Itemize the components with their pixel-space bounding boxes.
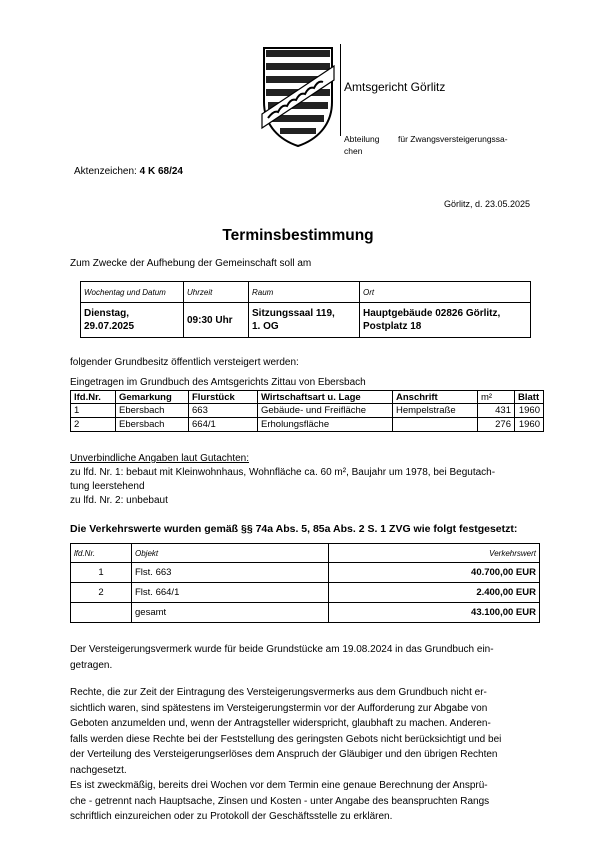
value-cell: 1 [71,563,132,583]
paragraph-registration [70,642,542,673]
land-cell: 663 [189,404,258,418]
header-divider [340,44,341,136]
value-cell: 40.700,00 EUR [329,563,540,583]
appointment-header: Wochentag und Datum [81,282,184,303]
land-header: Gemarkung [116,391,189,404]
paragraph-line: nachgesetzt. [70,764,127,776]
table-row [71,563,540,583]
paragraph-line: Rechte, die zur Zeit der Eintragung des Versteigerungsvermerks aus dem Grundbuch nicht er- [70,687,487,698]
appointment-date: Dienstag, 29.07.2025 [81,303,184,338]
value-header: lfd.Nr. [71,544,132,563]
land-cell: Ebersbach [116,404,189,418]
value-table [70,543,540,623]
paragraph-line: Es ist zweckmäßig, bereits drei Wochen vor dem Termin eine genaue Berechnung der Ansprü- [70,780,488,791]
register-line: Eingetragen im Grundbuch des Amtsgerichts Zittau von Ebersbach [70,377,366,388]
table-row [71,404,544,418]
paragraph-line: schriftlich einzureichen oder zu Protokoll der Geschäftsstelle zu erklären. [70,811,393,822]
land-cell [393,418,478,432]
expert-heading: Unverbindliche Angaben laut Gutachten: [70,453,250,464]
department-line2: chen [344,146,363,156]
coat-of-arms-emblem [258,44,338,148]
land-cell: 276 [478,418,515,432]
place-date: Görlitz, d. 23.05.2025 [444,199,531,209]
value-header: Objekt [132,544,329,563]
expert-line: tung leerstehend [70,481,145,492]
expert-line: zu lfd. Nr. 2: unbebaut [70,495,168,506]
land-cell: Hempelstraße [393,404,478,418]
land-cell: Gebäude- und Freifläche [258,404,393,418]
appointment-time: 09:30 Uhr [184,303,249,338]
value-cell [71,603,132,623]
land-cell: Ebersbach [116,418,189,432]
appointment-header: Ort [360,282,531,303]
land-table [70,390,544,432]
appointment-header: Raum [249,282,360,303]
land-cell: 2 [71,418,116,432]
table-row [71,418,544,432]
appointment-table [80,281,531,338]
value-heading: Die Verkehrswerte wurden gemäß §§ 74a Abs. 5, 85a Abs. 2 S. 1 ZVG wie folgt festgesetzt: [70,523,518,535]
appointment-location: Hauptgebäude 02826 Görlitz, Postplatz 18 [360,303,531,338]
file-label: Aktenzeichen: [74,166,137,177]
paragraph-line: che - getrennt nach Hauptsache, Zinsen und Kosten - unter Angabe des beanspruchten Rangs [70,795,490,807]
value-cell: 2.400,00 EUR [329,583,540,603]
land-cell: 1960 [515,404,544,418]
department-label: Abteilung [344,134,380,144]
land-cell: 664/1 [189,418,258,432]
court-name: Amtsgericht Görlitz [344,80,446,94]
document-title: Terminsbestimmung [222,227,374,244]
department-line1: für Zwangsversteigerungssa- [398,134,508,144]
paragraph-line: der Verteilung des Versteigerungserlöses dem Anspruch der Gläubiger und den übrigen Rechten [70,749,498,760]
appointment-room: Sitzungssaal 119, 1. OG [249,303,360,338]
land-header: lfd.Nr. [71,391,116,404]
table-row [71,603,540,623]
land-header: Flurstück [189,391,258,404]
value-cell: Flst. 663 [132,563,329,583]
expert-line: zu lfd. Nr. 1: bebaut mit Kleinwohnhaus, Wohnfläche ca. 60 m², Baujahr um 1978, bei Begutach- [70,467,496,478]
after-table-text: folgender Grundbesitz öffentlich versteigert werden: [70,357,299,368]
file-number: 4 K 68/24 [139,166,183,177]
land-cell: 1 [71,404,116,418]
table-row [71,583,540,603]
paragraph-line: getragen. [70,659,113,671]
land-header: m² [478,391,515,404]
intro-text: Zum Zwecke der Aufhebung der Gemeinschaft soll am [70,258,312,269]
land-header: Wirtschaftsart u. Lage [258,391,393,404]
value-header: Verkehrswert [329,544,540,563]
paragraph-line: Der Versteigerungsvermerk wurde für beide Grundstücke am 19.08.2024 in das Grundbuch ein- [70,644,494,655]
land-cell: 431 [478,404,515,418]
land-header: Blatt [515,391,544,404]
paragraph-line: sichtlich waren, sind spätestens im Versteigerungstermin vor der Aufforderung zur Abgabe von [70,702,488,714]
land-cell: 1960 [515,418,544,432]
paragraph-line: falls werden diese Rechte bei der Feststellung des geringsten Gebots nicht berücksichtigt und bei [70,733,502,745]
value-cell: Flst. 664/1 [132,583,329,603]
file-reference [74,166,183,177]
value-cell: gesamt [132,603,329,623]
appointment-header: Uhrzeit [184,282,249,303]
value-cell: 43.100,00 EUR [329,603,540,623]
paragraph-line: Geboten anzumelden und, wenn der Antragsteller widerspricht, glaubhaft zu machen. Anderen- [70,718,491,729]
paragraph-rights [70,685,542,825]
land-header: Anschrift [393,391,478,404]
land-cell: Erholungsfläche [258,418,393,432]
value-cell: 2 [71,583,132,603]
